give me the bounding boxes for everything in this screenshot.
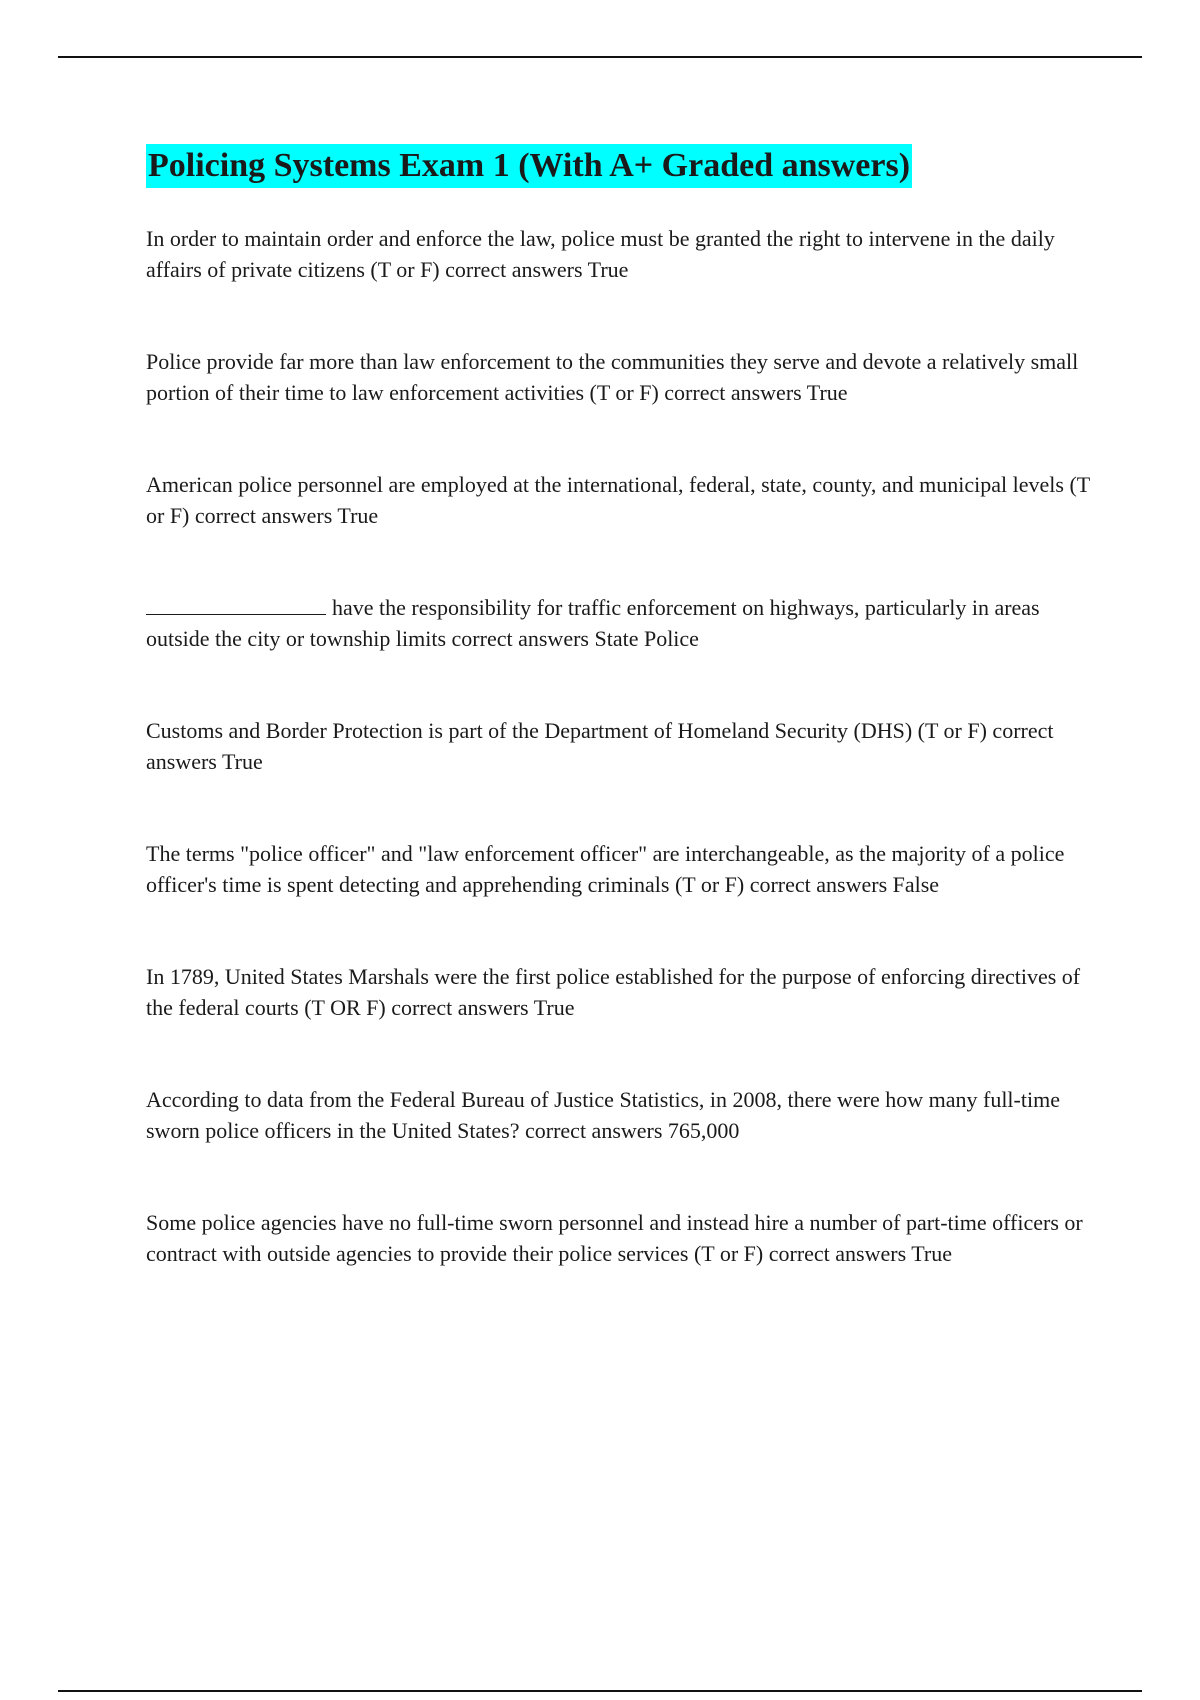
- fill-in-blank: [146, 594, 326, 615]
- question-text: According to data from the Federal Bureau of Justice Statistics, in 2008, there were how many full-time sworn police officers in the United States? correct answers 765,000: [146, 1087, 1060, 1143]
- question-item: [146, 1085, 1096, 1146]
- question-list: [146, 224, 1096, 1269]
- question-item: [146, 224, 1096, 285]
- top-rule: [58, 56, 1142, 58]
- question-text: Customs and Border Protection is part of the Department of Homeland Security (DHS) (T or F) correct answers True: [146, 718, 1054, 774]
- bottom-rule: [58, 1690, 1142, 1692]
- question-item: [146, 1208, 1096, 1269]
- question-item: [146, 716, 1096, 777]
- page-title: Policing Systems Exam 1 (With A+ Graded answers): [146, 144, 912, 188]
- question-item: [146, 347, 1096, 408]
- question-text: Police provide far more than law enforcement to the communities they serve and devote a relatively small portion of their time to law enforcement activities (T or F) correct answers True: [146, 349, 1079, 405]
- question-text: have the responsibility for traffic enforcement on highways, particularly in areas outside the city or township limits correct answers State Police: [146, 595, 1040, 651]
- question-text: In 1789, United States Marshals were the first police established for the purpose of enforcing directives of the federal courts (T OR F) correct answers True: [146, 964, 1081, 1020]
- question-item: [146, 593, 1096, 654]
- question-text: American police personnel are employed at the international, federal, state, county, and municipal levels (T or F) correct answers True: [146, 472, 1090, 528]
- question-text: Some police agencies have no full-time sworn personnel and instead hire a number of part-time officers or contract with outside agencies to provide their police services (T or F) correct answers True: [146, 1210, 1083, 1266]
- question-item: [146, 962, 1096, 1023]
- question-item: [146, 839, 1096, 900]
- title-wrap: [146, 144, 1096, 188]
- question-text: The terms "police officer" and "law enforcement officer" are interchangeable, as the majority of a police officer's time is spent detecting and apprehending criminals (T or F) correct answers False: [146, 841, 1065, 897]
- question-item: [146, 470, 1096, 531]
- document-body: [146, 144, 1096, 1331]
- question-text: In order to maintain order and enforce the law, police must be granted the right to intervene in the daily affairs of private citizens (T or F) correct answers True: [146, 226, 1055, 282]
